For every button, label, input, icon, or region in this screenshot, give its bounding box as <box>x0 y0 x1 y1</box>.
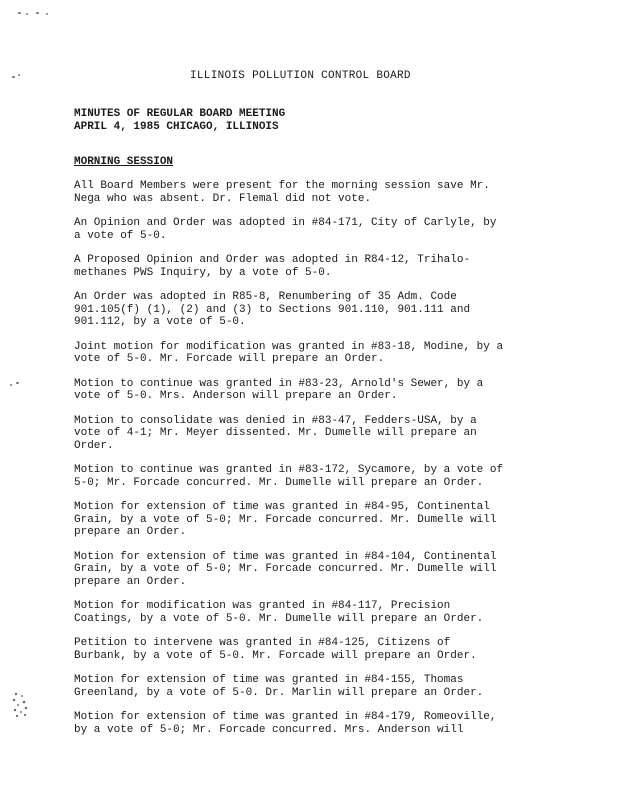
minutes-paragraph: Motion to consolidate was denied in #83-47, Fedders-USA, by a vote of 4-1; Mr. Meyer dissented. Mr. Dumelle will prepare an Order. <box>74 414 477 452</box>
scan-speck <box>12 76 15 78</box>
minutes-paragraph: Motion to continue was granted in #83-23, Arnold's Sewer, by a vote of 5-0. Mrs. Anderson will prepare an Order. <box>74 377 484 402</box>
minutes-paragraph: An Opinion and Order was adopted in #84-171, City of Carlyle, by a vote of 5-0. <box>74 217 497 242</box>
scan-speck <box>26 13 28 15</box>
scan-speck <box>36 12 39 14</box>
minutes-paragraph: Motion to continue was granted in #83-172, Sycamore, by a vote of 5-0; Mr. Forcade concurred. Mr. Dumelle will prepare an Order. <box>74 464 504 489</box>
minutes-paragraph: Motion for modification was granted in #84-117, Precision Coatings, by a vote of 5-0. Mr. Dumelle will prepare an Order. <box>74 600 484 625</box>
scan-speck <box>16 382 19 384</box>
board-name-heading: ILLINOIS POLLUTION CONTROL BOARD <box>190 70 411 82</box>
minutes-paragraph: Motion for extension of time was granted in #84-155, Thomas Greenland, by a vote of 5-0. Dr. Marlin will prepare an Order. <box>74 674 484 699</box>
scan-speck <box>18 74 20 76</box>
minutes-paragraph: Joint motion for modification was granted in #83-18, Modine, by a vote of 5-0. Mr. Forcade will prepare an Order. <box>74 340 504 365</box>
minutes-paragraph: An Order was adopted in R85-8, Renumbering of 35 Adm. Code 901.105(f) (1), (2) and (3) to Sections 901.110, 901.111 and 901.112, by a vote of 5-0. <box>74 291 471 328</box>
scan-speck <box>10 384 12 386</box>
meeting-date-location: APRIL 4, 1985 CHICAGO, ILLINOIS <box>74 121 279 133</box>
scan-speck <box>18 12 21 14</box>
scan-speck <box>46 13 48 15</box>
minutes-title: MINUTES OF REGULAR BOARD MEETING <box>74 108 286 120</box>
minutes-body <box>74 180 574 748</box>
minutes-paragraph: Motion for extension of time was granted in #84-104, Continental Grain, by a vote of 5-0; Mr. Forcade concurred. Mr. Dumelle will prepare an Order. <box>74 550 497 588</box>
minutes-paragraph: A Proposed Opinion and Order was adopted in R84-12, Trihalo- methanes PWS Inquiry, by a vote of 5-0. <box>74 254 471 279</box>
minutes-paragraph: All Board Members were present for the morning session save Mr. Nega who was absent. Dr. Flemal did not vote. <box>74 180 490 205</box>
minutes-paragraph: Motion for extension of time was granted in #84-179, Romeoville, by a vote of 5-0; Mr. Forcade concurred. Mrs. Anderson will <box>74 711 497 736</box>
minutes-header <box>74 108 285 134</box>
minutes-paragraph: Motion for extension of time was granted in #84-95, Continental Grain, by a vote of 5-0; Mr. Forcade concurred. Mr. Dumelle will prepare an Order. <box>74 501 497 538</box>
section-heading: MORNING SESSION <box>74 156 174 168</box>
minutes-paragraph: Petition to intervene was granted in #84-125, Citizens of Burbank, by a vote of 5-0. Mr. Forcade will prepare an Order. <box>74 637 477 662</box>
scan-smudge-mark <box>10 690 32 720</box>
